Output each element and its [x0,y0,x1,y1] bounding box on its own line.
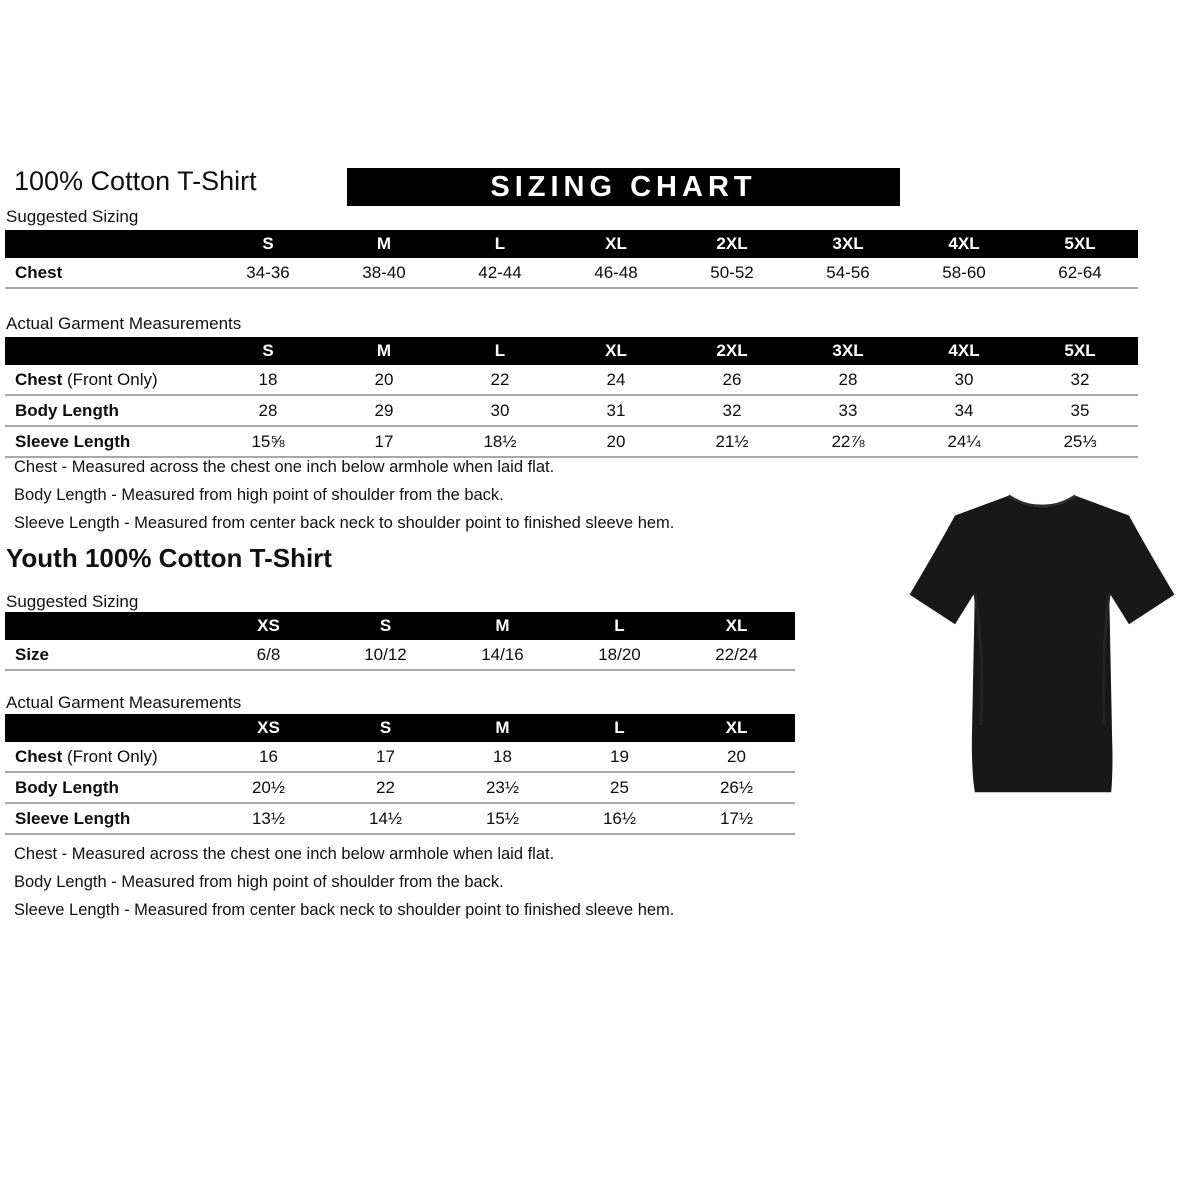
size-cell: 15½ [444,803,561,834]
row-label-text: Chest [15,369,63,389]
banner-label: SIZING CHART [490,170,757,203]
measurement-note: Body Length - Measured from high point of shoulder from the back. [14,486,504,504]
size-cell: 10/12 [327,640,444,670]
measurement-note: Chest - Measured across the chest one inch below armhole when laid flat. [14,458,555,476]
size-cell: 62-64 [1022,258,1138,288]
table-row [5,742,795,772]
row-label-text: Chest [15,746,63,766]
header-row [5,612,795,640]
table-row [5,365,1138,395]
col-header: 5XL [1022,230,1138,258]
size-cell: 30 [442,395,558,426]
youth-title: Youth 100% Cotton T-Shirt [6,543,332,573]
size-cell: 22⅞ [790,426,906,457]
row-label [5,365,210,395]
size-cell: 35 [1022,395,1138,426]
row-label-text: Sleeve Length [15,808,131,828]
tshirt-image [893,478,1191,814]
youth-actual-heading: Actual Garment Measurements [6,693,242,712]
size-cell: 54-56 [790,258,906,288]
size-cell: 28 [210,395,326,426]
size-cell: 18 [444,742,561,772]
table-row [5,258,1138,288]
size-cell: 20 [678,742,795,772]
size-cell: 14/16 [444,640,561,670]
col-header: S [210,337,326,365]
measurement-note: Sleeve Length - Measured from center back neck to shoulder point to finished sleeve hem. [14,514,675,532]
adult-actual-heading: Actual Garment Measurements [6,314,242,333]
size-cell: 6/8 [210,640,327,670]
size-cell: 21½ [674,426,790,457]
col-header: XS [210,612,327,640]
tshirt-body [910,496,1175,792]
header-row [5,714,795,742]
row-label [5,772,210,803]
col-header: XL [678,612,795,640]
size-cell: 26 [674,365,790,395]
col-header: M [444,612,561,640]
table-row [5,772,795,803]
header-spacer [5,612,210,640]
size-cell: 18 [210,365,326,395]
row-label-suffix: (Front Only) [62,746,158,766]
col-header: XL [558,230,674,258]
size-cell: 23½ [444,772,561,803]
size-cell: 50-52 [674,258,790,288]
col-header: M [326,337,442,365]
size-cell: 34 [906,395,1022,426]
col-header: L [561,714,678,742]
size-cell: 32 [1022,365,1138,395]
size-cell: 46-48 [558,258,674,288]
row-label [5,395,210,426]
table-row [5,426,1138,457]
size-cell: 24 [558,365,674,395]
size-cell: 22/24 [678,640,795,670]
row-label-text: Size [15,644,50,664]
row-label [5,742,210,772]
adult-suggested-table [5,230,1138,289]
size-cell: 24¼ [906,426,1022,457]
size-cell: 38-40 [326,258,442,288]
row-label-text: Body Length [15,777,119,797]
row-label [5,258,210,288]
col-header: L [561,612,678,640]
col-header: 2XL [674,337,790,365]
col-header: M [326,230,442,258]
measurement-note: Sleeve Length - Measured from center back neck to shoulder point to finished sleeve hem. [14,901,675,919]
size-cell: 28 [790,365,906,395]
youth-suggested-table [5,612,795,671]
row-label-text: Body Length [15,400,119,420]
size-cell: 14½ [327,803,444,834]
size-cell: 17½ [678,803,795,834]
col-header: L [442,337,558,365]
col-header: 3XL [790,230,906,258]
measurement-note: Chest - Measured across the chest one inch below armhole when laid flat. [14,845,555,863]
size-cell: 17 [326,426,442,457]
col-header: M [444,714,561,742]
size-cell: 13½ [210,803,327,834]
row-label [5,640,210,670]
size-cell: 20 [326,365,442,395]
size-cell: 34-36 [210,258,326,288]
size-cell: 22 [442,365,558,395]
col-header: S [210,230,326,258]
adult-suggested-heading: Suggested Sizing [6,207,139,226]
size-cell: 17 [327,742,444,772]
col-header: XL [558,337,674,365]
size-cell: 33 [790,395,906,426]
table-row [5,803,795,834]
header-spacer [5,714,210,742]
header-spacer [5,230,210,258]
col-header: 3XL [790,337,906,365]
size-cell: 20½ [210,772,327,803]
row-label [5,426,210,457]
col-header: XL [678,714,795,742]
col-header: 5XL [1022,337,1138,365]
adult-actual-table [5,337,1138,458]
size-cell: 31 [558,395,674,426]
size-cell: 18½ [442,426,558,457]
size-cell: 30 [906,365,1022,395]
youth-suggested-heading: Suggested Sizing [6,592,139,611]
size-cell: 22 [327,772,444,803]
header-row [5,230,1138,258]
page-title: 100% Cotton T-Shirt [14,166,257,196]
size-cell: 25 [561,772,678,803]
row-label-suffix: (Front Only) [62,369,158,389]
row-label-text: Chest [15,262,63,282]
row-label [5,803,210,834]
header-spacer [5,337,210,365]
size-cell: 20 [558,426,674,457]
col-header: 4XL [906,230,1022,258]
size-cell: 15⅝ [210,426,326,457]
size-cell: 42-44 [442,258,558,288]
size-cell: 26½ [678,772,795,803]
size-cell: 18/20 [561,640,678,670]
size-cell: 58-60 [906,258,1022,288]
col-header: S [327,714,444,742]
youth-actual-table [5,714,795,835]
col-header: L [442,230,558,258]
size-cell: 25⅓ [1022,426,1138,457]
col-header: XS [210,714,327,742]
measurement-note: Body Length - Measured from high point of shoulder from the back. [14,873,504,891]
size-cell: 19 [561,742,678,772]
col-header: S [327,612,444,640]
size-cell: 16½ [561,803,678,834]
sizing-chart-banner [347,168,900,206]
size-cell: 32 [674,395,790,426]
col-header: 2XL [674,230,790,258]
table-row [5,640,795,670]
col-header: 4XL [906,337,1022,365]
header-row [5,337,1138,365]
table-row [5,395,1138,426]
size-cell: 16 [210,742,327,772]
row-label-text: Sleeve Length [15,431,131,451]
size-cell: 29 [326,395,442,426]
